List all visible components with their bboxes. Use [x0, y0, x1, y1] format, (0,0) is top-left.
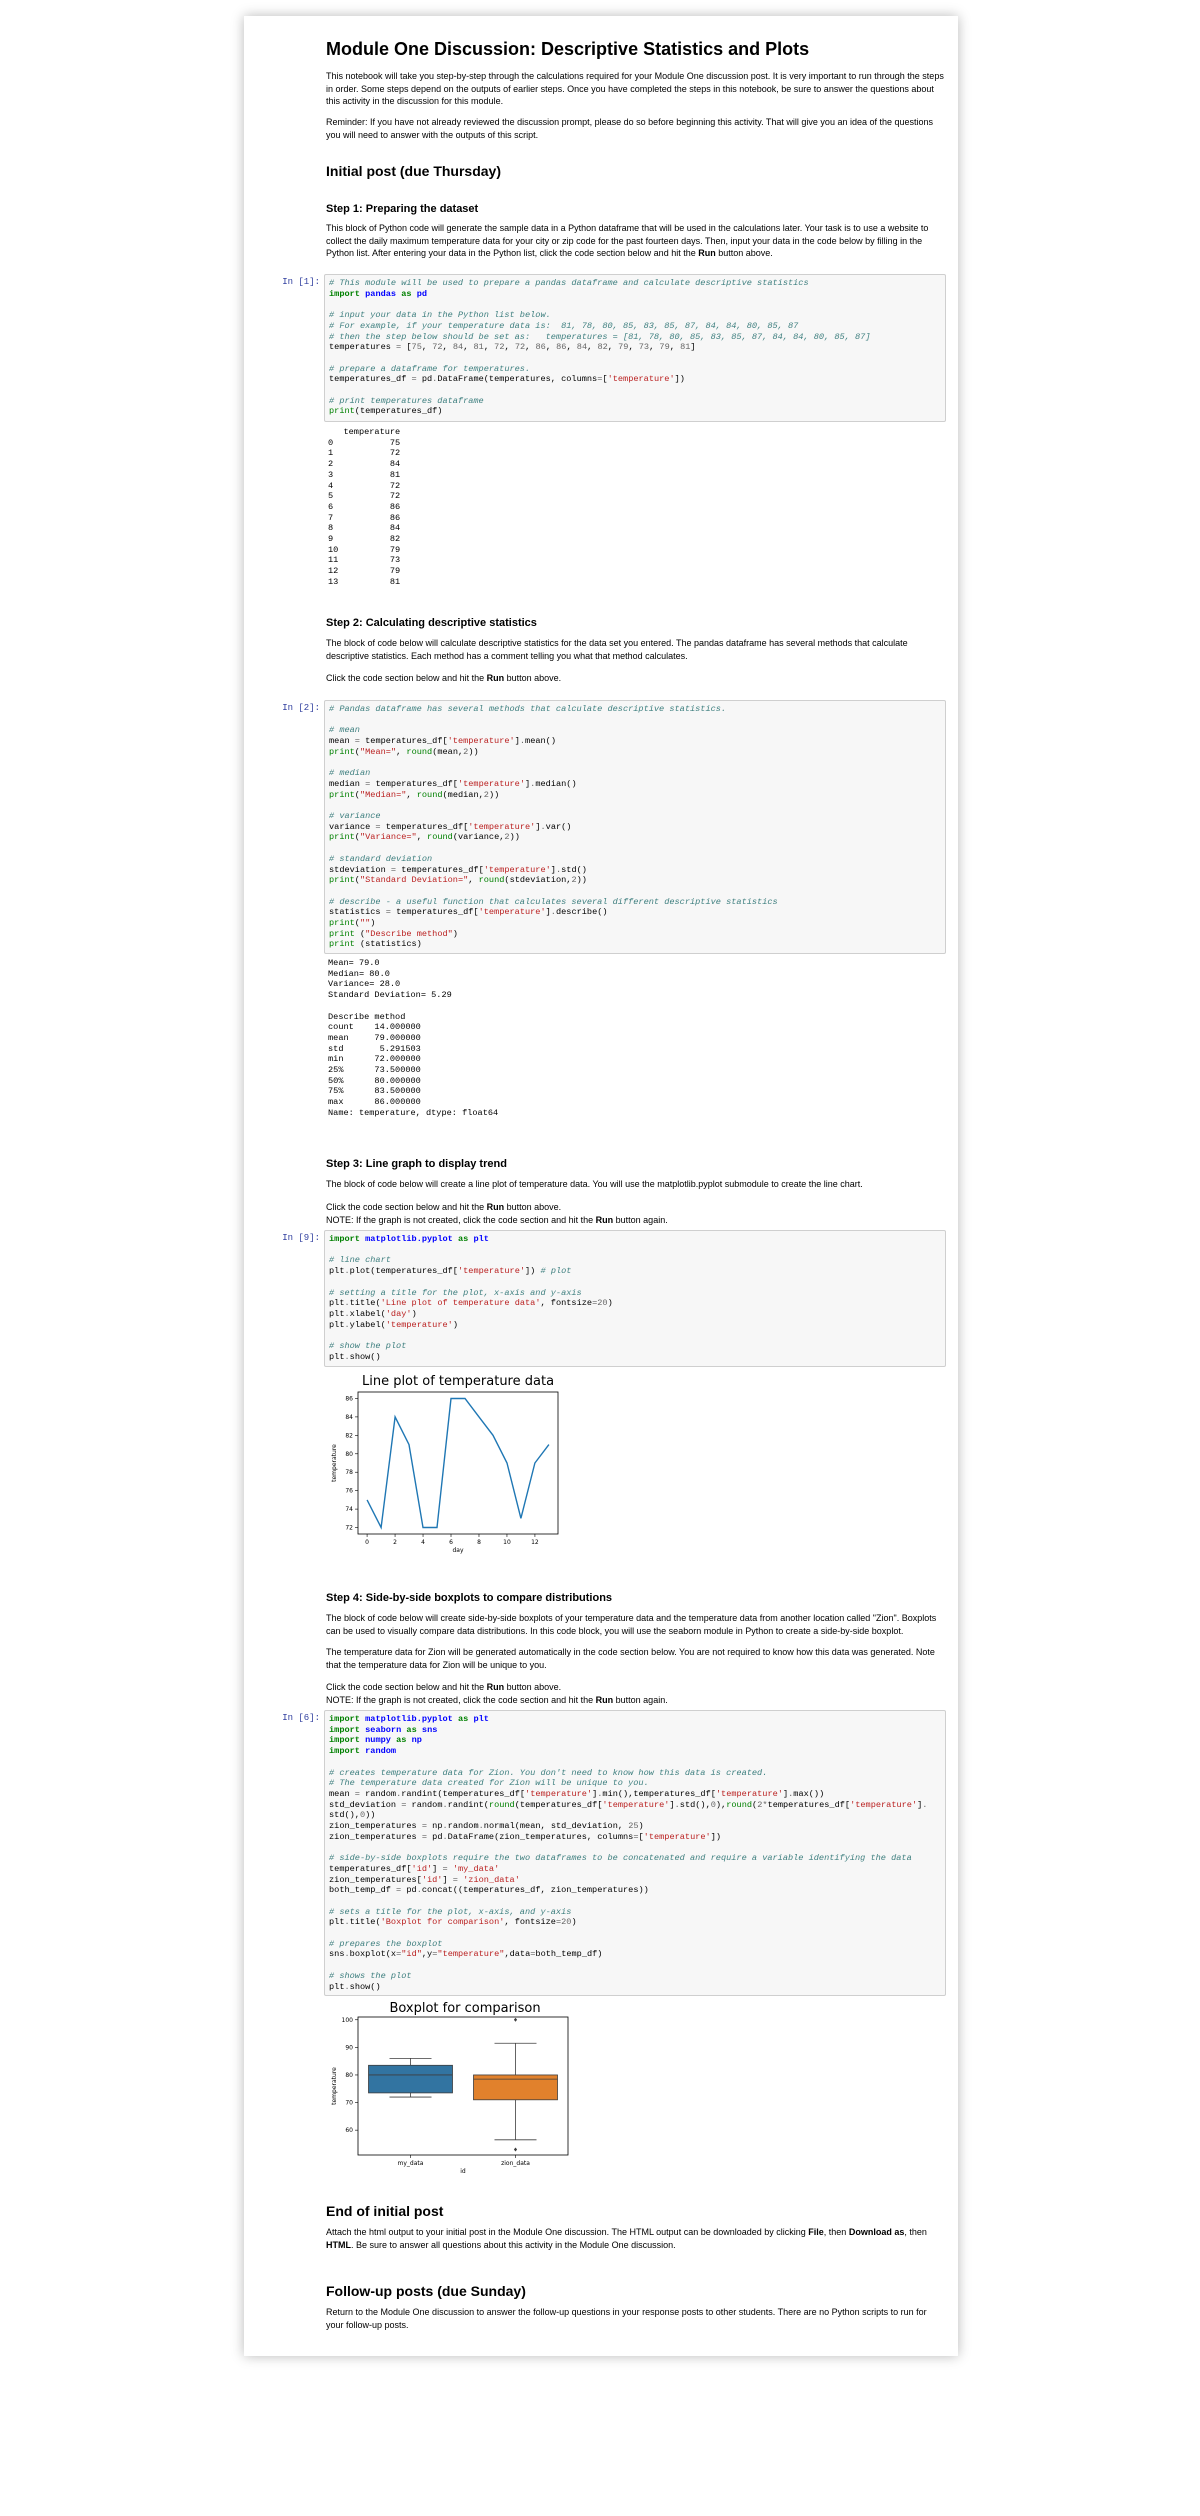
code-cell-2[interactable] — [324, 700, 946, 954]
code-cell-4[interactable] — [324, 1710, 946, 1996]
line-chart-ytick-label: 74 — [345, 1506, 353, 1514]
cell2-output: Mean= 79.0 Median= 80.0 Variance= 28.0 Standard Deviation= 5.29 Describe method count 14.000000 mean 79.000000 std 5.291503 min 72.000000 25% 73.500000 50% 80.000000 75% 83.500000 max 86.000000 Name: temperature, dtype: float64 — [328, 958, 499, 1118]
boxplot-chart — [328, 1999, 573, 2175]
line-chart-xtick-label: 0 — [365, 1539, 370, 1546]
line-chart-xtick-label: 2 — [393, 1539, 397, 1546]
step4-click-text: Click the code section below and hit the Run button above. NOTE: If the graph is not created, click the code section and hit the Run button again. — [326, 1682, 668, 1705]
boxplot-xtick-label: my_data — [397, 2160, 424, 2167]
box-outlier — [514, 2018, 517, 2022]
step2-click-text: Click the code section below and hit the Run button above. — [326, 673, 562, 683]
line-chart-ytick-label: 86 — [345, 1395, 353, 1403]
step4-heading: Step 4: Side-by-side boxplots to compare distributions — [326, 1592, 613, 1604]
reminder-paragraph: Reminder: If you have not already reviewed the discussion prompt, please do so before beginning this activity. That will give you an idea of the questions you will need to answer with the outputs of this script. — [326, 117, 934, 140]
cell3-prompt: In [9]: — [282, 1233, 320, 1243]
cell3-code: import matplotlib.pyplot as plt # line chart plt.plot(temperatures_df['temperature']) # plot # setting a title for the plot, x-axis and y-axis plt.title('Line plot of temperature data', fontsize=20) plt.xlabel('day') plt.ylabel('temperature') # show the plot plt.show() — [329, 1234, 613, 1362]
line-chart-xtick-label: 8 — [477, 1539, 481, 1546]
cell1-output: temperature 0 75 1 72 2 84 3 81 4 72 5 72 6 86 7 86 8 84 9 82 10 79 11 73 12 79 13 81 — [328, 427, 401, 587]
boxplot-ytick-label: 90 — [345, 2044, 353, 2052]
step3-heading: Step 3: Line graph to display trend — [326, 1158, 507, 1170]
box-iqr — [474, 2075, 558, 2100]
line-chart-series — [367, 1399, 549, 1528]
line-chart-ytick-label: 80 — [345, 1450, 353, 1458]
line-chart-title: Line plot of temperature data — [361, 1374, 555, 1389]
code-cell-1[interactable] — [324, 274, 946, 422]
boxplot-ylabel: temperature — [331, 2067, 338, 2105]
line-chart-xtick-label: 10 — [503, 1539, 511, 1546]
cell1-prompt: In [1]: — [282, 277, 320, 287]
step4-text-zion: The temperature data for Zion will be generated automatically in the code section below. You are not required to know how this data was generated. Note that the temperature data for Zion will be unique to you. — [326, 1647, 935, 1670]
cell1-code: # This module will be used to prepare a pandas dataframe and calculate descriptive statistics import pandas as pd # input your data in the Python list below. # For example, if your temperature data is: 81, 78, 80, 85, 83, 85, 87, 84, 84, 80, 85, 87 # then the step below should be set as: temperatures = [81, 78, 80, 85, 83, 85, 87, 84, 84, 80, 85, 87] temperatures = [75, 72, 84, 81, 72, 72, 86, 86, 84, 82, 79, 73, 79, 81] # prepare a dataframe for temperatures. temperatures_df = pd.DataFrame(temperatures, columns=['temperature']) # print temperatures dataframe print(temperatures_df) — [329, 278, 871, 417]
line-chart-ytick-label: 76 — [345, 1487, 353, 1495]
line-chart-ylabel: temperature — [331, 1444, 338, 1482]
intro-paragraph: This notebook will take you step-by-step through the calculations required for your Module One discussion post. It is very important to run through the steps in order. Some steps depend on the outputs of earlier steps. Once you have completed the steps in this notebook, be sure to answer the questions about this activity in the discussion for this module. — [326, 71, 944, 106]
line-chart-xtick-label: 4 — [421, 1539, 425, 1546]
cell4-prompt: In [6]: — [282, 1713, 320, 1723]
line-chart-ytick-label: 78 — [345, 1469, 353, 1477]
line-chart-ytick-label: 72 — [345, 1524, 353, 1532]
boxplot-title: Boxplot for comparison — [389, 2001, 541, 2016]
box-my_data — [369, 2058, 453, 2097]
notebook-page — [244, 16, 958, 2356]
boxplot-ytick-label: 60 — [345, 2127, 353, 2135]
line-chart-frame — [358, 1392, 558, 1534]
step2-text: The block of code below will calculate descriptive statistics for the data set you entered. The pandas dataframe has several methods that calculate descriptive statistics. Each method has a comment telling you what that method calculates. — [326, 638, 908, 661]
line-chart-ytick-label: 84 — [345, 1413, 353, 1421]
step3-click-text: Click the code section below and hit the Run button above. NOTE: If the graph is not created, click the code section and hit the Run button again. — [326, 1202, 668, 1225]
boxplot-xlabel: id — [460, 2168, 466, 2175]
box-zion_data — [474, 2018, 558, 2152]
line-chart-ytick-label: 82 — [345, 1432, 353, 1440]
step1-heading: Step 1: Preparing the dataset — [326, 203, 479, 215]
cell2-prompt: In [2]: — [282, 703, 320, 713]
line-chart — [328, 1372, 568, 1557]
followup-heading: Follow-up posts (due Sunday) — [326, 2283, 526, 2299]
boxplot-ytick-label: 70 — [345, 2099, 353, 2107]
boxplot-ytick-label: 100 — [341, 2016, 353, 2024]
end-initial-text: Attach the html output to your initial post in the Module One discussion. The HTML output can be downloaded by clicking File, then Download as, then HTML. Be sure to answer all questions about this activity in the Module One discussion. — [326, 2227, 927, 2250]
line-chart-xtick-label: 12 — [531, 1539, 539, 1546]
followup-text: Return to the Module One discussion to answer the follow-up questions in your response posts to other students. There are no Python scripts to run for your follow-up posts. — [326, 2307, 927, 2330]
step3-text: The block of code below will create a line plot of temperature data. You will use the matplotlib.pyplot submodule to create the line chart. — [326, 1179, 863, 1189]
step4-text: The block of code below will create side-by-side boxplots of your temperature data and the temperature data from another location called "Zion". Boxplots can be used to visually compare data distributions. In this code block, you will use the seaborn module in Python to create a side-by-side boxplot. — [326, 1613, 937, 1636]
cell4-code: import matplotlib.pyplot as plt import seaborn as sns import numpy as np import random # creates temperature data for Zion. You don't need to know how this data is created. # The temperature data created for Zion will be unique to you. mean = random.randint(temperatures_df['temperature'].min(),temperatures_df['temperature'].max()) std_deviation = random.randint(round(temperatures_df['temperature'].std(),0),round(2*temperatures_df['temperature']. std(),0)) zion_temperatures = np.random.normal(mean, std_deviation, 25) zion_temperatures = pd.DataFrame(zion_temperatures, columns=['temperature']) # side-by-side boxplots require the two dataframes to be concatenated and require a variable identifying the data temperatures_df['id'] = 'my_data' zion_temperatures['id'] = 'zion_data' both_temp_df = pd.concat((temperatures_df, zion_temperatures)) # sets a title for the plot, x-axis, and y-axis plt.title('Boxplot for comparison', fontsize=20) # prepares the boxplot sns.boxplot(x="id",y="temperature",data=both_temp_df) # shows the plot plt.show() — [329, 1714, 928, 1992]
line-chart-xtick-label: 6 — [449, 1539, 453, 1546]
step2-heading: Step 2: Calculating descriptive statistics — [326, 617, 537, 629]
box-iqr — [369, 2065, 453, 2093]
cell2-code: # Pandas dataframe has several methods that calculate descriptive statistics. # mean mean = temperatures_df['temperature'].mean() print("Mean=", round(mean,2)) # median median = temperatures_df['temperature'].median() print("Median=", round(median,2)) # variance variance = temperatures_df['temperature'].var() print("Variance=", round(variance,2)) # standard deviation stdeviation = temperatures_df['temperature'].std() print("Standard Deviation=", round(stdeviation,2)) # describe - a useful function that calculates several different descriptive statistics statistics = temperatures_df['temperature'].describe() print("") print ("Describe method") print (statistics) — [329, 704, 778, 950]
end-initial-heading: End of initial post — [326, 2203, 444, 2219]
box-outlier — [514, 2147, 517, 2151]
boxplot-xtick-label: zion_data — [501, 2160, 530, 2167]
initial-post-heading: Initial post (due Thursday) — [326, 163, 502, 179]
notebook-title: Module One Discussion: Descriptive Statistics and Plots — [326, 39, 810, 59]
step1-text: This block of Python code will generate the sample data in a Python dataframe that will be used in the calculations later. Your task is to use a website to collect the daily maximum temperature data for your city or zip code for the past fourteen days. Then, input your data in the code below by filling in the Python list. After entering your data in the Python list, click the code section below and hit the Run button above. — [326, 223, 929, 258]
code-cell-3[interactable] — [324, 1230, 946, 1367]
boxplot-ytick-label: 80 — [345, 2071, 353, 2079]
line-chart-xlabel: day — [452, 1547, 464, 1554]
